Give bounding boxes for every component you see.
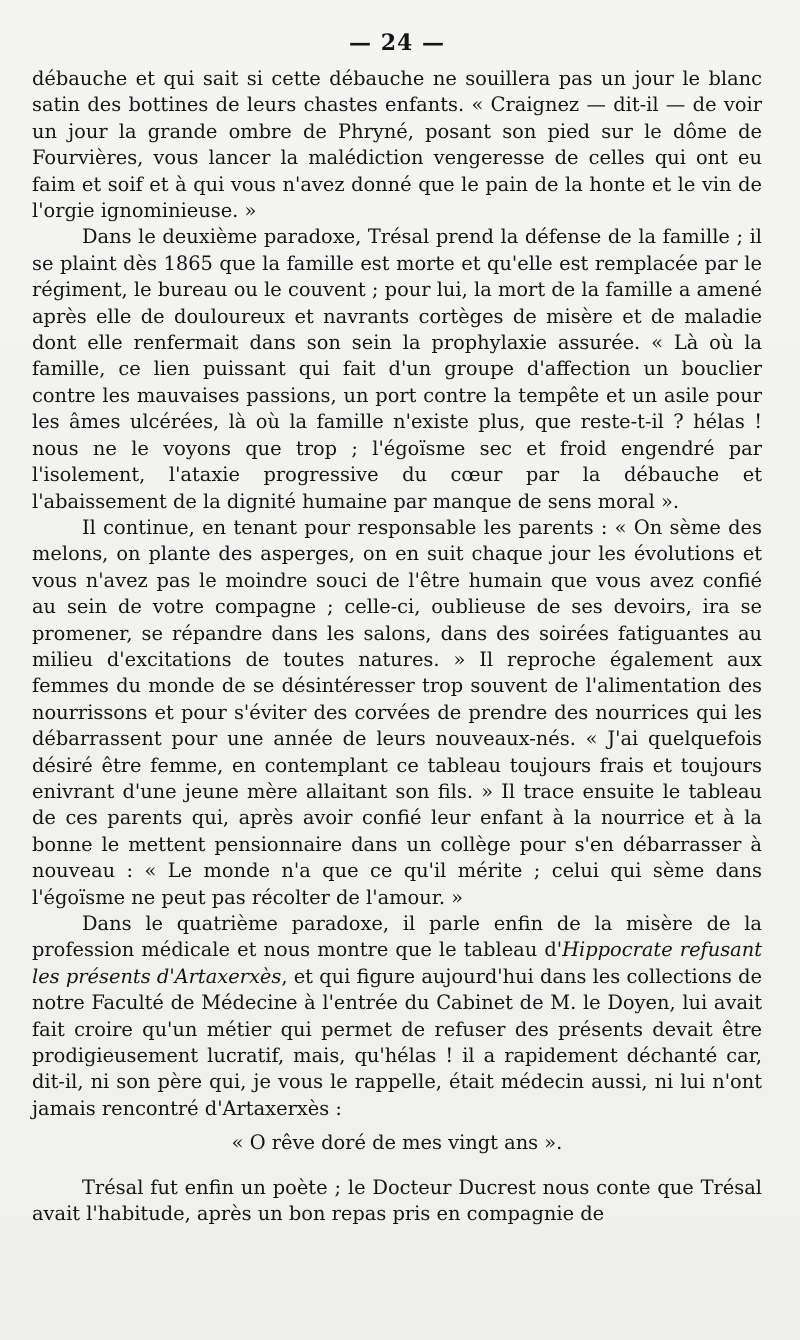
verse-quote: « O rêve doré de mes vingt ans ».: [231, 1131, 563, 1155]
page-number: — 24 —: [349, 30, 445, 56]
paragraph-2: Dans le deuxième paradoxe, Trésal prend la défense de la famille ; il se plaint dès 1865 que la famille est morte et qu'elle est remplacée par le régiment, le bureau ou le couvent ; pour lui, la mort de la famille a amené après elle de douloureux et navrants cortèges de misère et de maladie dont elle renfermait dans son sein la prophylaxie assurée. « Là où la famille, ce lien puissant qui fait d'un groupe d'affection un bouclier contre les mauvaises passions, un port contre la tempête et un asile pour les âmes ulcérées, là où la famille n'existe plus, que reste-t-il ? hélas ! nous ne le voyons que trop ; l'égoïsme sec et froid engendré par l'isolement, l'ataxie progressive du cœur par la débauche et l'abaissement de la dignité humaine par manque de sens moral ».: [32, 225, 762, 513]
paragraph-3: Il continue, en tenant pour responsable les parents : « On sème des melons, on plante des asperges, on en suit chaque jour les évolutions et vous n'avez pas le moindre souci de l'être humain que vous avez confié au sein de votre compagne ; celle-ci, oublieuse de ses devoirs, ira se promener, se répandre dans les salons, dans des soirées fatiguantes au milieu d'excitations de toutes natures. » Il reproche également aux femmes du monde de se désintéresser trop souvent de l'alimentation des nourrissons et pour s'éviter des corvées de prendre des nourrices qui les débarrassent pour une année de leurs nouveaux-nés. « J'ai quelquefois désiré être femme, en contemplant ce tableau toujours frais et toujours enivrant d'une jeune mère allaitant son fils. » Il trace ensuite le tableau de ces parents qui, après avoir confié leur enfant à la nourrice et à la bonne le mettent pensionnaire dans un collège pour s'en débarrasser à nouveau : « Le monde n'a que ce qu'il mérite ; celui qui sème dans l'égoïsme ne peut pas récolter de l'amour. »: [32, 515, 762, 909]
paragraph-4-text-before: Dans le quatrième paradoxe, il parle enfin de la misère de la profession médicale et nous montre que le tableau d': [32, 912, 762, 962]
paragraph-1: débauche et qui sait si cette débauche ne souillera pas un jour le blanc satin des bottines de leurs chastes enfants. « Craignez — dit-il — de voir un jour la grande ombre de Phryné, posant son pied sur le dôme de Fourvières, vous lancer la malédiction vengeresse de celles qui ont eu faim et soif et à qui vous n'avez donné que le pain de la honte et le vin de l'orgie ignominieuse. »: [32, 67, 762, 223]
paragraph-5: Trésal fut enfin un poète ; le Docteur Ducrest nous conte que Trésal avait l'habitude, après un bon repas pris en compagnie de: [32, 1175, 762, 1226]
paragraph-4: [32, 911, 762, 1122]
painting-title: Hippocrate refusant les présents d'Artaxerxès: [32, 938, 763, 988]
paragraph-4-text-after: , et qui figure aujourd'hui dans les collections de notre Faculté de Médecine à l'entrée du Cabinet de M. le Doyen, lui avait fait croire qu'un métier qui permet de refuser des présents devait être prodigieusement lucratif, mais, qu'hélas ! il a rapidement déchanté car, dit-il, ni son père qui, je vous le rappelle, était médecin aussi, ni lui n'ont jamais rencontré d'Artaxerxès :: [32, 964, 762, 1120]
